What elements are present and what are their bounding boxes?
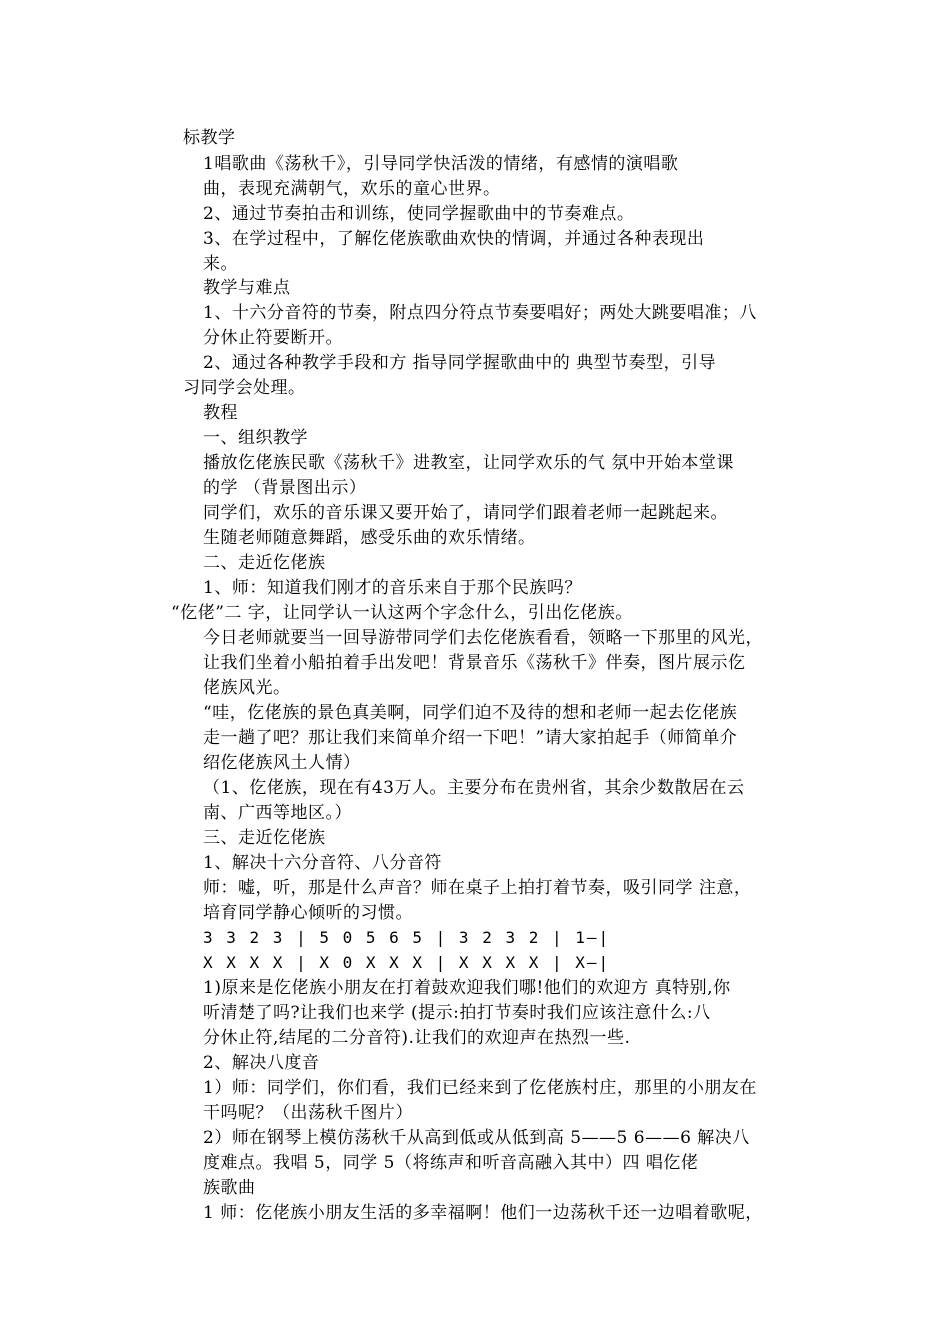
paragraph-line: “仡佬”二 字，让同学认一认这两个字念什么，引出仡佬族。 [171,603,633,623]
paragraph-line: 2）师在钢琴上模仿荡秋千从高到低或从低到高 5——5 6——6 解决八 [203,1128,750,1148]
paragraph-line: 1、师：知道我们刚才的音乐来自于那个民族吗？ [203,578,582,598]
section-heading-key-points: 教学与难点 [203,278,291,298]
paragraph-line: 2、通过各种教学手段和方 指导同学握歌曲中的 典型节奏型，引导 [203,353,717,373]
paragraph-line: 1 师：仡佬族小朋友生活的多幸福啊！他们一边荡秋千还一边唱着歌呢， [203,1203,763,1223]
paragraph-line: 干吗呢？（出荡秋千图片） [203,1103,413,1123]
paragraph-line: 让我们坐着小船拍着手出发吧！背景音乐《荡秋千》伴奏，图片展示仡 [203,653,746,673]
paragraph-line: 1）师：同学们，你们看，我们已经来到了仡佬族村庄，那里的小朋友在 [203,1078,757,1098]
paragraph-line: 听清楚了吗?让我们也来学 (提示:拍打节奏时我们应该注意什么:八 [203,1003,711,1023]
paragraph-line: 分休止符要断开。 [203,328,343,348]
paragraph-line: 1唱歌曲《荡秋千》，引导同学快活泼的情绪，有感情的演唱歌 [203,154,679,174]
subheading: 2、解决八度音 [203,1053,320,1073]
paragraph-line: 1、解决十六分音符、八分音符 [203,853,442,873]
section-heading-process: 教程 [203,403,238,423]
paragraph-line: 今日老师就要当一回导游带同学们去仡佬族看看，领略一下那里的风光， [203,628,763,648]
paragraph-line: 度难点。我唱 5，同学 5（将练声和听音高融入其中）四 唱仡佬 [203,1153,699,1173]
rhythm-line: X X X X | X 0 X X X | X X X X | X—| [203,953,611,972]
paragraph-line: 族歌曲 [203,1178,256,1198]
section-heading-objectives: 标教学 [183,128,236,148]
notation-line: 3 3 2 3 | 5 0 5 6 5 | 3 2 3 2 | 1—| [203,928,611,947]
paragraph-line: 培育同学静心倾听的习惯。 [203,903,413,923]
paragraph-line: 绍仡佬族风土人情） [203,753,361,773]
paragraph-line: 1、十六分音符的节奏，附点四分符点节奏要唱好；两处大跳要唱准；八 [203,303,757,323]
paragraph-line: 同学们，欢乐的音乐课又要开始了，请同学们跟着老师一起跳起来。 [203,503,728,523]
paragraph-line: 生随老师随意舞蹈，感受乐曲的欢乐情绪。 [203,528,536,548]
paragraph-line: 师：嘘，听，那是什么声音？师在桌子上拍打着节奏，吸引同学 注意， [203,878,752,898]
paragraph-line: 1)原来是仡佬族小朋友在打着鼓欢迎我们哪!他们的欢迎方 真特别,你 [203,978,731,998]
paragraph-line: 走一趟了吧？那让我们来简单介绍一下吧！”请大家拍起手（师简单介 [203,728,738,748]
paragraph-line: 曲，表现充满朝气，欢乐的童心世界。 [203,179,501,199]
paragraph-line: 佬族风光。 [203,678,291,698]
paragraph-line: 2、通过节奏拍击和训练，使同学握歌曲中的节奏难点。 [203,204,635,224]
subheading: 二、走近仡佬族 [203,553,326,573]
paragraph-line: 来。 [203,254,238,274]
paragraph-line: 南、广西等地区。） [203,803,352,823]
paragraph-line: 习同学会处理。 [183,378,306,398]
subheading: 三、走近仡佬族 [203,828,326,848]
paragraph-line: 分休止符,结尾的二分音符).让我们的欢迎声在热烈一些. [203,1028,631,1048]
paragraph-line: 的学 （背景图出示） [203,478,367,498]
paragraph-line: （1、仡佬族，现在有43万人。主要分布在贵州省，其余少数散居在云 [203,778,745,798]
paragraph-line: 播放仡佬族民歌《荡秋千》进教室，让同学欢乐的气 氛中开始本堂课 [203,453,734,473]
paragraph-line: “哇，仡佬族的景色真美啊，同学们迫不及待的想和老师一起去仡佬族 [203,703,738,723]
subheading: 一、组织教学 [203,428,308,448]
paragraph-line: 3、在学过程中，了解仡佬族歌曲欢快的情调，并通过各种表现出 [203,229,705,249]
